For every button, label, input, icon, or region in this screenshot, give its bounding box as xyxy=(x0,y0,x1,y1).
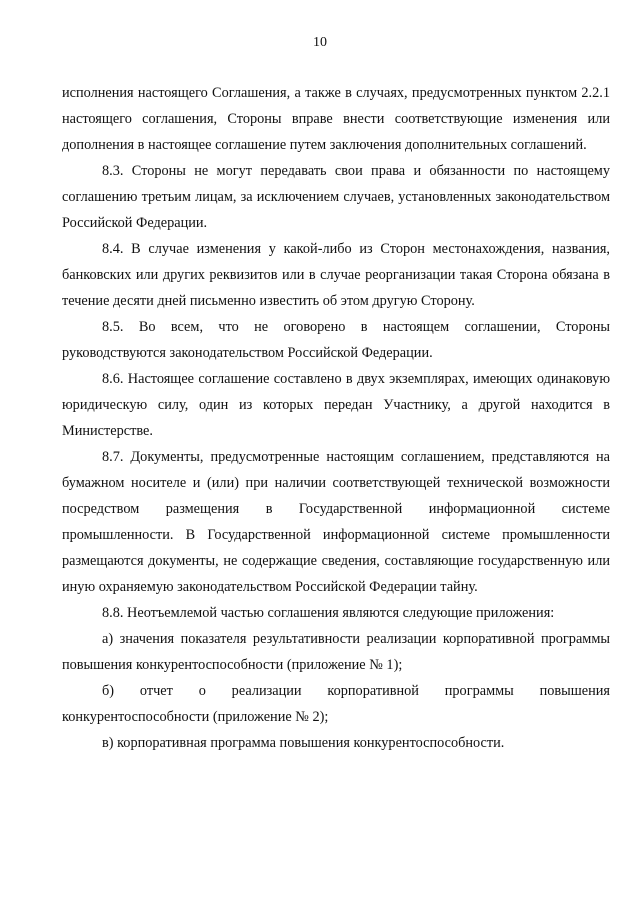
paragraph-continuation: исполнения настоящего Соглашения, а также в случаях, предусмотренных пунктом 2.2.1 настоящего соглашения, Стороны вправе внести соответствующие изменения или дополнения в настоящее соглашение путем заключения дополнительных соглашений. xyxy=(62,85,610,153)
paragraph-8-5: 8.5. Во всем, что не оговорено в настоящем соглашении, Стороны руководствуются законодательством Российской Федерации. xyxy=(62,319,610,361)
page-number: 10 xyxy=(313,35,327,50)
paragraph-8-8: 8.8. Неотъемлемой частью соглашения являются следующие приложения: xyxy=(102,605,555,621)
list-item-v: в) корпоративная программа повышения конкурентоспособности. xyxy=(102,735,505,751)
paragraph-8-3: 8.3. Стороны не могут передавать свои права и обязанности по настоящему соглашению третьим лицам, за исключением случаев, установленных законодательством Российской Федерации. xyxy=(62,163,610,231)
paragraph-8-4: 8.4. В случае изменения у какой-либо из Сторон местонахождения, названия, банковских или других реквизитов или в случае реорганизации такая Сторона обязана в течение десяти дней письменно известить об этом другую Сторону. xyxy=(62,241,610,309)
list-item-a: а) значения показателя результативности реализации корпоративной программы повышения конкурентоспособности (приложение № 1); xyxy=(62,631,610,673)
list-item-b: б) отчет о реализации корпоративной программы повышения конкурентоспособности (приложение № 2); xyxy=(62,683,610,725)
document-body xyxy=(62,80,610,756)
paragraph-8-6: 8.6. Настоящее соглашение составлено в двух экземплярах, имеющих одинаковую юридическую силу, один из которых передан Участнику, а другой находится в Министерстве. xyxy=(62,371,610,439)
paragraph-8-7: 8.7. Документы, предусмотренные настоящим соглашением, представляются на бумажном носителе и (или) при наличии соответствующей технической возможности посредством размещения в Государственной информационной системе промышленности. В Государственной информационной системе промышленности размещаются документы, не содержащие сведения, составляющие государственную или иную охраняемую законодательством Российской Федерации тайну. xyxy=(62,449,610,595)
